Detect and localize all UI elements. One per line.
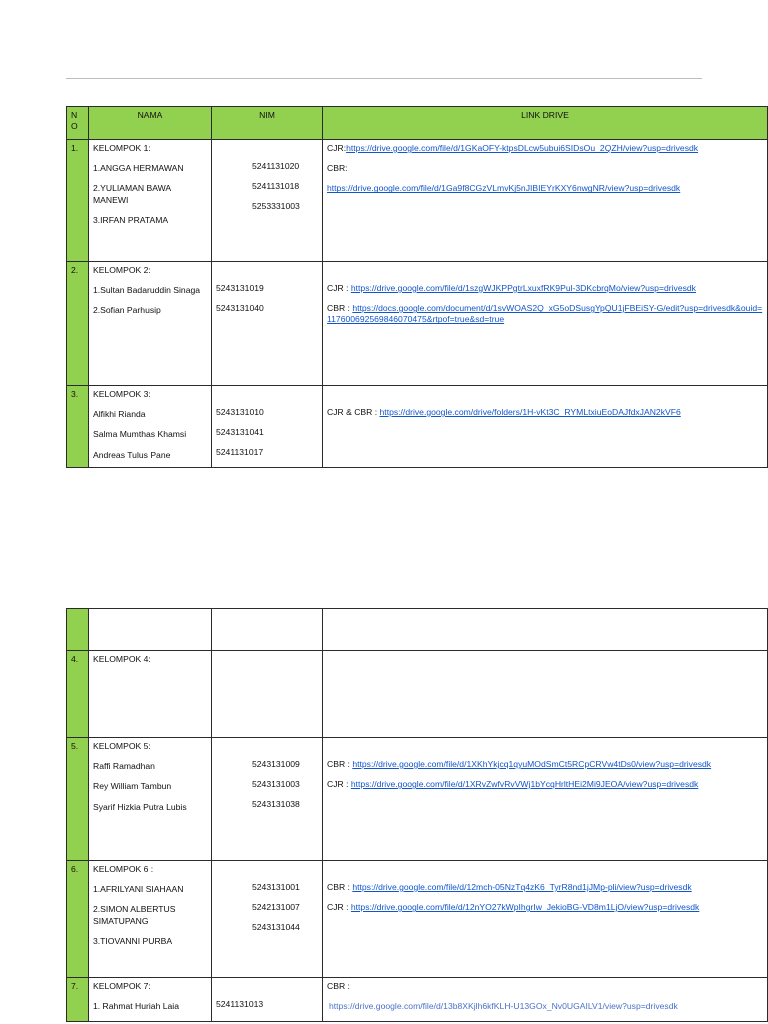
group-members-cell	[89, 651, 212, 738]
member-name: 2.YULIAMAN BAWA MANEWI	[93, 183, 171, 205]
table-row	[67, 978, 768, 1022]
link-line	[327, 902, 763, 913]
group-title: KELOMPOK 3:	[93, 389, 151, 399]
nim-cell	[212, 386, 323, 468]
group-title: KELOMPOK 7:	[93, 981, 151, 991]
drive-link[interactable]: https://drive.google.com/file/d/1szgWJKPPgtrLxuxfRK9Pul-3DKcbrqMo/view?usp=drivesdk	[350, 283, 696, 293]
table-header-row	[67, 107, 768, 140]
link-cell	[323, 738, 768, 861]
table-row	[67, 386, 768, 468]
link-cell	[323, 861, 768, 978]
nim-cell	[212, 978, 323, 1022]
table-row	[67, 738, 768, 861]
group-title: KELOMPOK 2:	[93, 265, 151, 275]
member-nim: 5243131009	[252, 759, 300, 769]
link-line	[327, 163, 763, 174]
member-name: Rey William Tambun	[93, 781, 172, 792]
link-label: CJR :	[327, 283, 351, 293]
link-label: CJR :	[327, 779, 351, 790]
group-members-cell	[89, 738, 212, 861]
row-number	[67, 609, 89, 651]
header-nim: NIM	[212, 107, 323, 140]
member-name: Salma Mumthas Khamsi	[93, 429, 187, 440]
table-row	[67, 861, 768, 978]
member-name: Alfikhi Rianda	[93, 409, 146, 420]
member-nim: 5243131010	[216, 407, 264, 417]
link-line	[327, 882, 763, 893]
link-cell	[323, 386, 768, 468]
empty-cell	[89, 609, 212, 651]
member-name: Raffi Ramadhan	[93, 761, 155, 772]
member-nim: 5243131003	[252, 779, 300, 790]
empty-cell	[323, 609, 768, 651]
groups-table-page-2	[66, 608, 768, 1022]
nim-cell	[212, 738, 323, 861]
member-nim: 5241131020	[252, 161, 300, 171]
drive-link[interactable]: https://drive.google.com/file/d/13b8XKjlh6kfKLH-U13GOx_Nv0UGAILV1/view?usp=drivesdk	[329, 1001, 678, 1012]
member-name: Syarif Hizkia Putra Lubis	[93, 801, 187, 812]
drive-link[interactable]: https://drive.google.com/file/d/12mch-05NzTq4zK6_TyrR8nd1jJMp-pli/view?usp=drivesdk	[352, 882, 692, 892]
member-nim: 5243131041	[216, 427, 264, 438]
row-number: 4.	[67, 651, 89, 738]
row-number: 3.	[67, 386, 89, 468]
group-title: KELOMPOK 1:	[93, 143, 151, 153]
nim-cell	[212, 262, 323, 386]
group-members-cell	[89, 262, 212, 386]
group-members-cell	[89, 861, 212, 978]
member-name: 2.Sofian Parhusip	[93, 305, 161, 316]
row-number: 5.	[67, 738, 89, 861]
empty-cell	[212, 609, 323, 651]
member-nim: 5253331003	[252, 201, 300, 212]
link-label: CBR :	[327, 759, 353, 769]
row-number: 7.	[67, 978, 89, 1022]
link-cell	[323, 140, 768, 262]
link-label: CBR :	[327, 882, 353, 892]
nim-cell	[212, 140, 323, 262]
member-nim: 5243131044	[252, 922, 300, 933]
drive-link[interactable]: https://docs.google.com/document/d/1svWOAS2Q_xG5oDSusgYpQU1jFBEiSY-G/edit?usp=drivesdk&ouid=117600692569846070475&rtpof=true&sd=true	[327, 303, 763, 325]
drive-link[interactable]: https://drive.google.com/file/d/1XRvZwfvRvVWj1bYcqHrltHEi2Mi9JEOA/view?usp=drivesdk	[350, 779, 699, 790]
header-no: N O	[67, 107, 89, 140]
nim-cell	[212, 651, 323, 738]
member-nim: 5243131001	[252, 882, 300, 892]
row-number: 6.	[67, 861, 89, 978]
member-nim: 5241131017	[216, 447, 264, 458]
table-row	[67, 651, 768, 738]
link-label: CJR & CBR :	[327, 407, 380, 417]
link-line	[327, 759, 763, 770]
drive-link[interactable]: https://drive.google.com/file/d/1XKhYkjcq1qyuMOdSmCt5RCpCRVw4tDs0/view?usp=drivesdk	[352, 759, 712, 769]
member-name: 1.AFRILYANI SIAHAAN	[93, 884, 184, 895]
member-name: 1.ANGGA HERMAWAN	[93, 163, 184, 174]
table-row	[67, 262, 768, 386]
group-members-cell	[89, 140, 212, 262]
group-members-cell	[89, 978, 212, 1022]
member-name: 1. Rahmat Huriah Laia	[93, 1001, 179, 1012]
link-line	[327, 407, 763, 418]
header-nama: NAMA	[89, 107, 212, 140]
member-nim: 5243131040	[216, 303, 264, 314]
drive-link[interactable]: https://drive.google.com/file/d/1Ga9f8CGzVLmvKj5nJIBIEYrKXY6nwgNR/view?usp=drivesdk	[327, 183, 681, 194]
link-label: CJR :	[327, 902, 351, 913]
member-name: 2.SIMON ALBERTUS SIMATUPANG	[93, 904, 176, 926]
link-label: CJR:	[327, 143, 347, 153]
link-line	[327, 1001, 763, 1012]
link-cell	[323, 651, 768, 738]
member-nim: 5241131018	[252, 181, 300, 192]
group-title: KELOMPOK 6 :	[93, 864, 154, 874]
link-line	[327, 779, 763, 790]
group-members-cell	[89, 386, 212, 468]
nim-cell	[212, 861, 323, 978]
header-link-drive: LINK DRIVE	[323, 107, 768, 140]
header-rule	[66, 78, 702, 79]
drive-link[interactable]: https://drive.google.com/file/d/12nYO27kWpIhgrIw_JekioBG-VD8m1LjO/view?usp=drivesdk	[350, 902, 700, 913]
member-name: 3.TIOVANNI PURBA	[93, 935, 173, 946]
table-row	[67, 140, 768, 262]
link-label: CBR :	[327, 303, 353, 314]
member-nim: 5241131013	[216, 999, 264, 1009]
link-line	[327, 981, 763, 992]
link-line	[327, 183, 763, 194]
link-cell	[323, 978, 768, 1022]
member-nim: 5243131019	[216, 283, 264, 293]
link-label: CBR:	[327, 163, 348, 174]
link-cell	[323, 262, 768, 386]
group-title: KELOMPOK 4:	[93, 654, 151, 664]
link-line	[327, 283, 763, 294]
member-name: Andreas Tulus Pane	[93, 449, 171, 460]
member-name: 3.IRFAN PRATAMA	[93, 214, 169, 225]
member-nim: 5243131038	[252, 799, 300, 810]
row-number: 1.	[67, 140, 89, 262]
groups-table-page-1	[66, 106, 768, 468]
link-line	[327, 303, 763, 325]
group-title: KELOMPOK 5:	[93, 741, 151, 751]
link-label: CBR :	[327, 981, 350, 991]
link-line	[327, 143, 763, 154]
member-nim: 5242131007	[252, 902, 300, 913]
drive-link[interactable]: https://drive.google.com/file/d/1GKaOFY-ktpsDLcw5ubui6SIDsOu_2QZH/view?usp=drivesdk	[346, 143, 699, 153]
drive-link[interactable]: https://drive.google.com/drive/folders/1H-vKt3C_RYMLtxiuEoDAJfdxJAN2kVF6	[379, 407, 681, 417]
row-number: 2.	[67, 262, 89, 386]
table-row	[67, 609, 768, 651]
member-name: 1.Sultan Badaruddin Sinaga	[93, 285, 201, 296]
